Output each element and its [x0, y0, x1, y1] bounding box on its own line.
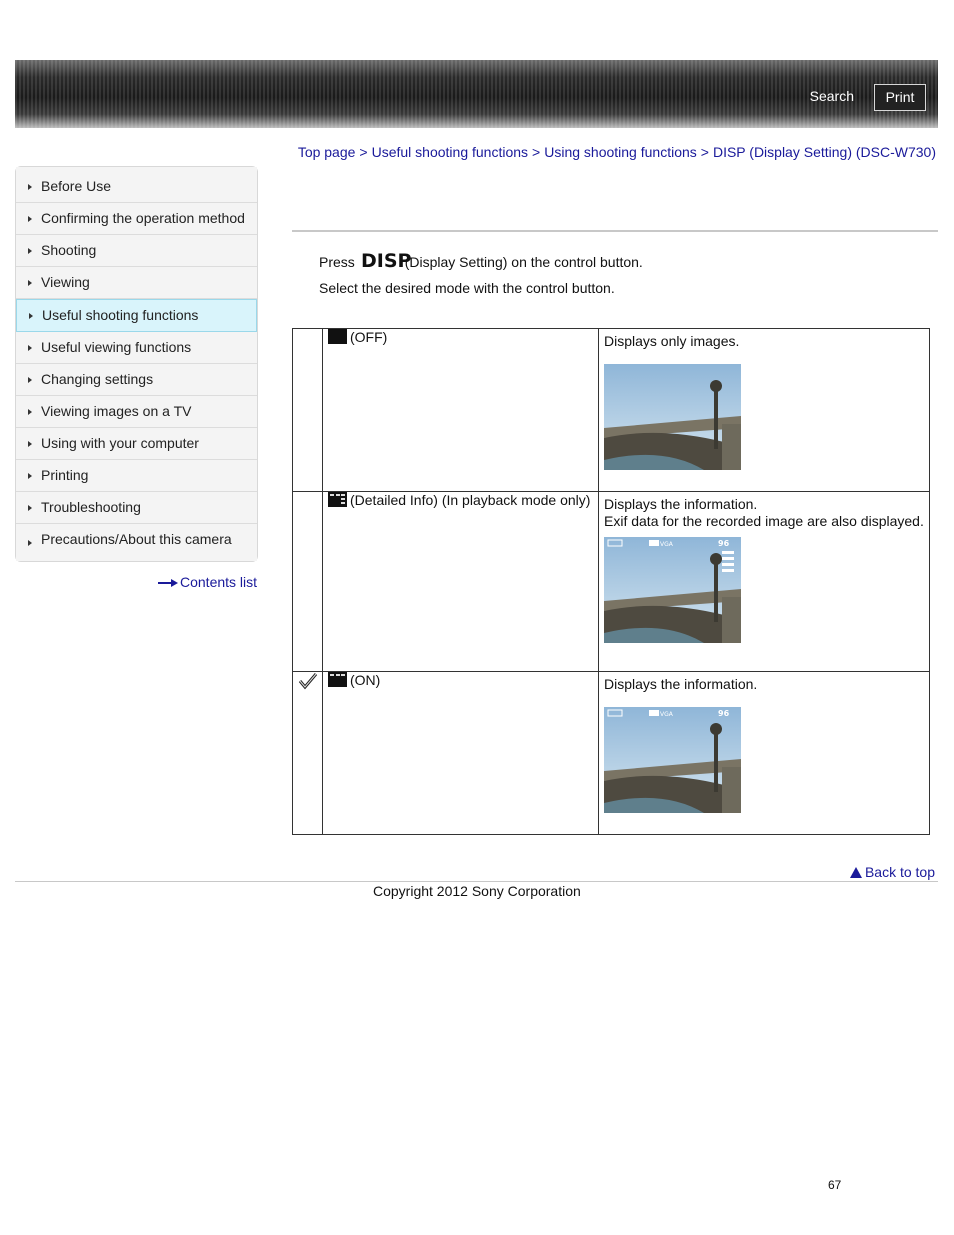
breadcrumb	[298, 144, 936, 160]
arrow-up-icon	[850, 867, 862, 878]
step-2: Select the desired mode with the control button.	[319, 280, 615, 296]
sidebar-item-label: Shooting	[41, 242, 97, 258]
arrow-right-icon	[29, 313, 33, 319]
sidebar-item-label: Useful shooting functions	[42, 307, 199, 323]
arrow-right-icon	[28, 216, 32, 222]
sidebar-item-label: Printing	[41, 467, 89, 483]
mode-row-off	[293, 329, 930, 492]
mode-check-cell	[293, 492, 323, 672]
sidebar-item-label: Before Use	[41, 178, 112, 194]
step-1-prefix: Press	[319, 254, 355, 270]
sidebar-item-label: Useful viewing functions	[41, 339, 192, 355]
sidebar-item-printing[interactable]	[16, 460, 257, 492]
mode-description-cell	[599, 492, 930, 672]
disp-button-icon	[360, 250, 412, 272]
sidebar-item-label: Confirming the operation method	[41, 210, 245, 226]
disp-logo-text: DISP	[360, 250, 412, 272]
breadcrumb-using-shooting-functions[interactable]: Using shooting functions	[544, 144, 697, 160]
breadcrumb-useful-shooting-functions[interactable]: Useful shooting functions	[371, 144, 529, 160]
footer-divider	[15, 881, 938, 882]
copyright-text: Copyright 2012 Sony Corporation	[373, 883, 581, 899]
mode-description: Exif data for the recorded image are also displayed.	[604, 513, 924, 529]
mode-check-cell	[293, 329, 323, 492]
sidebar-item-shooting[interactable]	[16, 235, 257, 267]
sidebar-item-confirming-operation[interactable]	[16, 203, 257, 235]
breadcrumb-separator: >	[700, 144, 709, 160]
detailed-info-icon	[328, 492, 347, 507]
off-mode-icon	[328, 329, 347, 344]
mode-description: Displays the information.	[604, 676, 758, 692]
sidebar-item-viewing[interactable]	[16, 267, 257, 299]
bridge-photo-thumbnail-on	[604, 707, 741, 813]
title-divider	[292, 230, 938, 232]
mode-description-cell	[599, 672, 930, 835]
sidebar-item-viewing-on-tv[interactable]	[16, 396, 257, 428]
sidebar-nav	[15, 166, 258, 562]
mode-description: Displays only images.	[604, 333, 740, 349]
arrow-right-icon	[28, 248, 32, 254]
sidebar-item-changing-settings[interactable]	[16, 364, 257, 396]
mode-label-cell	[323, 329, 599, 492]
step-1-suffix: (Display Setting) on the control button.	[404, 254, 643, 270]
arrow-right-icon	[28, 345, 32, 351]
header-banner	[15, 60, 938, 128]
arrow-right-icon	[28, 184, 32, 190]
breadcrumb-separator: >	[532, 144, 541, 160]
arrow-right-icon	[28, 280, 32, 286]
sidebar-item-precautions[interactable]	[16, 524, 257, 561]
image-size-text: VGA	[660, 711, 673, 718]
display-mode-table	[292, 328, 930, 835]
mode-label: (OFF)	[350, 329, 388, 345]
sidebar-item-label: Using with your computer	[41, 435, 199, 451]
mode-label: (Detailed Info) (In playback mode only)	[350, 492, 591, 508]
page-number: 67	[828, 1178, 842, 1192]
sidebar-item-label: Troubleshooting	[41, 499, 141, 515]
back-to-top-label: Back to top	[864, 864, 935, 880]
breadcrumb-current-page[interactable]: DISP (Display Setting) (DSC-W730)	[712, 144, 936, 160]
mode-description-cell	[599, 329, 930, 492]
checkmark-icon	[298, 672, 318, 690]
mode-label-cell	[323, 492, 599, 672]
mode-label: (ON)	[350, 672, 381, 688]
contents-list-label: Contents list	[180, 574, 258, 590]
mode-label-cell	[323, 672, 599, 835]
sidebar-item-useful-shooting-functions[interactable]	[16, 299, 257, 332]
remaining-count-text: 96	[718, 709, 730, 718]
back-to-top-link[interactable]	[850, 864, 935, 880]
bridge-photo-thumbnail	[604, 364, 741, 470]
bridge-photo-thumbnail-detailed	[604, 537, 741, 643]
breadcrumb-separator: >	[359, 144, 368, 160]
mode-check-cell	[293, 672, 323, 835]
arrow-right-icon	[158, 579, 178, 587]
step-1	[319, 250, 643, 270]
sidebar-item-before-use[interactable]	[16, 167, 257, 203]
arrow-right-icon	[28, 441, 32, 447]
remaining-count-text: 96	[718, 539, 730, 548]
on-mode-icon	[328, 672, 347, 687]
sidebar-item-label: Changing settings	[41, 371, 154, 387]
breadcrumb-top-page[interactable]: Top page	[297, 144, 356, 160]
sidebar-item-label: Viewing images on a TV	[41, 403, 192, 419]
arrow-right-icon	[28, 473, 32, 479]
sidebar-item-label: Precautions/About this camera	[41, 531, 232, 547]
sidebar-item-label: Viewing	[41, 274, 90, 290]
arrow-right-icon	[28, 409, 32, 415]
contents-list-link[interactable]	[158, 574, 257, 590]
mode-row-detailed-info	[293, 492, 930, 672]
print-button[interactable]: Print	[874, 84, 926, 111]
arrow-right-icon	[28, 540, 32, 546]
search-link[interactable]: Search	[809, 88, 854, 104]
sidebar-item-using-with-computer[interactable]	[16, 428, 257, 460]
mode-row-on	[293, 672, 930, 835]
arrow-right-icon	[28, 377, 32, 383]
arrow-right-icon	[28, 505, 32, 511]
mode-description: Displays the information.	[604, 496, 758, 512]
sidebar-item-useful-viewing-functions[interactable]	[16, 332, 257, 364]
image-size-text: VGA	[660, 541, 673, 548]
sidebar-item-troubleshooting[interactable]	[16, 492, 257, 524]
